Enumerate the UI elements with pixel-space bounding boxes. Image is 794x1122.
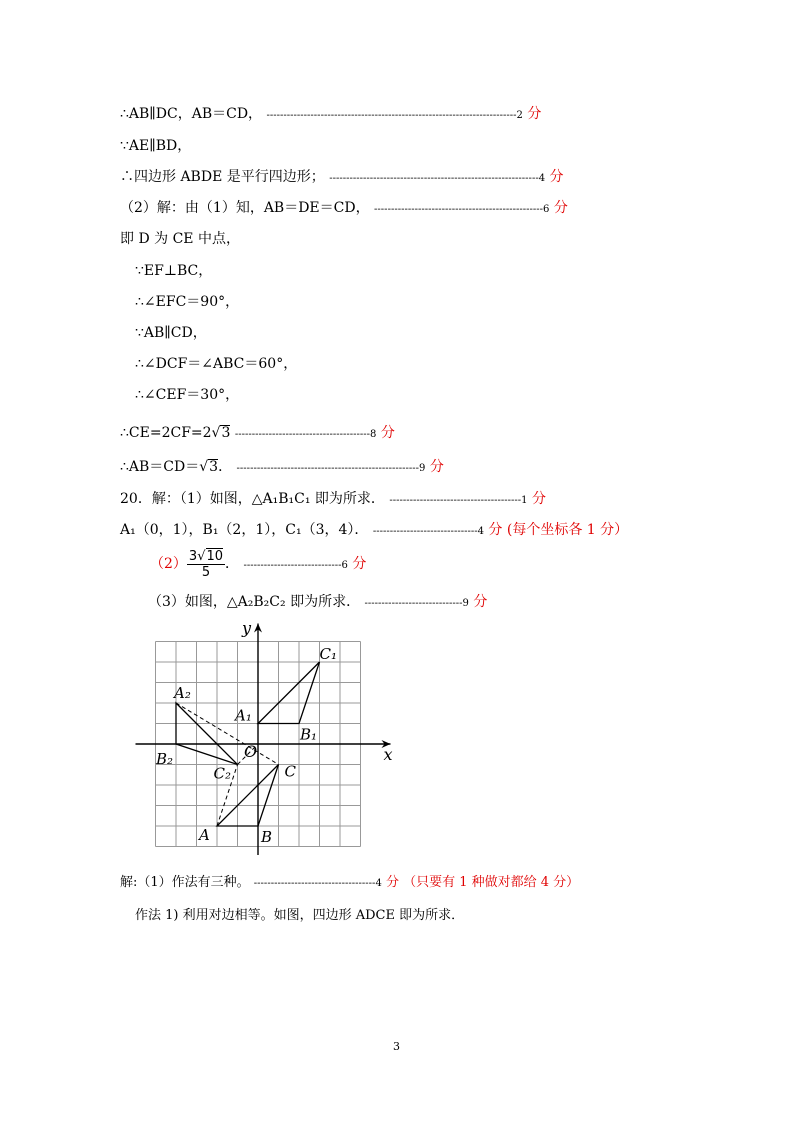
point-label-b1: B₁	[300, 725, 318, 744]
point-label-c2: C₂	[213, 764, 231, 783]
line-4-dashes: --------------------------------------------------6	[374, 204, 550, 215]
line-1-score: 分	[527, 106, 542, 122]
coordinate-graph	[130, 615, 410, 855]
axes	[136, 624, 391, 856]
fraction-denominator: 5	[201, 565, 211, 580]
line-17-dashes: ------------------------------------4	[253, 878, 382, 889]
x-axis-label: x	[383, 745, 393, 764]
line-13-score: 分	[531, 491, 546, 507]
sqrt-sign: √	[211, 425, 221, 441]
line-11-dashes: ----------------------------------------8	[234, 429, 377, 440]
numerator-coefficient: 3	[188, 549, 198, 564]
point-label-b: B	[261, 828, 273, 846]
line-1-text: ∴AB∥DC，AB＝CD，	[120, 106, 263, 122]
line-14	[120, 521, 628, 541]
line-13-dashes: ---------------------------------------1	[389, 495, 528, 506]
line-3	[120, 168, 564, 188]
line-10	[135, 386, 239, 404]
line-12-score: 分	[429, 459, 444, 475]
line-2	[120, 137, 191, 155]
line-13-text: 20．解：（1）如图，△A₁B₁C₁ 即为所求．	[120, 491, 385, 507]
line-8	[135, 324, 207, 342]
line-18-text: 作法 1) 利用对边相等。如图，四边形 ADCE 即为所求．	[135, 908, 465, 923]
line-16	[148, 593, 487, 613]
line-17-score: 分	[385, 875, 399, 890]
y-axis-label: y	[242, 618, 252, 638]
line-12-radicand: 3	[209, 459, 219, 475]
line-12	[120, 458, 444, 478]
line-7-text: ∴∠EFC＝90°，	[135, 294, 240, 310]
line-14-dashes: -------------------------------4	[372, 526, 484, 537]
line-9	[135, 355, 297, 373]
line-17-text: 解:（1）作法有三种。	[120, 875, 250, 890]
line-4-text: （2）解：由（1）知，AB＝DE＝CD，	[120, 200, 370, 216]
line-11-radicand: 3	[221, 425, 231, 441]
triangle-a1b1c1	[258, 662, 320, 724]
line-16-text: （3）如图，△A₂B₂C₂ 即为所求．	[148, 594, 361, 610]
point-label-a: A	[199, 826, 210, 844]
line-12-prefix: ∴AB＝CD＝	[120, 459, 200, 475]
line-15-score: 分	[352, 556, 367, 572]
line-6-text: ∵EF⊥BC，	[135, 263, 213, 279]
sqrt-sign: √	[199, 459, 209, 475]
fraction-numerator: 3√10	[188, 549, 224, 564]
line-17	[120, 874, 579, 893]
line-6	[135, 262, 212, 280]
line-11	[120, 424, 395, 444]
point-label-c1: C₁	[319, 645, 337, 663]
line-1-dashes: --------------------------------------------------------------------------2	[266, 110, 523, 121]
numerator-radicand: 10	[206, 549, 224, 564]
line-14-text: A₁（0，1），B₁（2，1），C₁（3，4）．	[120, 522, 369, 538]
line-12-dashes: ------------------------------------------------------9	[236, 463, 426, 474]
line-8-text: ∵AB∥CD，	[135, 325, 207, 341]
line-10-text: ∴∠CEF＝30°，	[135, 387, 240, 403]
line-16-dashes: -----------------------------9	[364, 598, 469, 609]
line-15-dashes: -----------------------------6	[243, 560, 348, 571]
point-label-b2: B₂	[156, 750, 174, 768]
point-label-a1: A₁	[235, 706, 252, 725]
line-14-score: 分	[488, 522, 503, 538]
line-14-note: (每个坐标各 1 分）	[506, 522, 629, 538]
fraction	[187, 548, 225, 580]
line-1	[120, 105, 541, 125]
dashed-line-a2-c	[176, 703, 279, 765]
line-11-score: 分	[380, 425, 395, 441]
line-5-text: 即 D 为 CE 中点，	[120, 231, 240, 247]
line-2-text: ∵AE∥BD，	[120, 138, 192, 154]
line-3-text: ∴四边形 ABDE 是平行四边形；	[120, 169, 325, 185]
line-3-dashes: --------------------------------------------------------------4	[329, 173, 546, 184]
line-15	[150, 548, 366, 581]
origin-label: O	[244, 742, 258, 761]
line-7	[135, 293, 239, 311]
line-16-score: 分	[473, 594, 488, 610]
point-label-a2: A₂	[174, 684, 191, 702]
point-label-c: C	[284, 762, 296, 781]
line-13	[120, 490, 546, 510]
line-9-text: ∴∠DCF＝∠ABC＝60°，	[135, 356, 298, 372]
line-5	[120, 230, 240, 248]
line-12-suffix: ．	[218, 459, 233, 475]
line-4	[120, 199, 568, 219]
line-4-score: 分	[553, 200, 568, 216]
triangle-a2b2c2	[176, 703, 238, 765]
line-18	[135, 907, 464, 925]
line-15-label: （2）	[150, 556, 187, 572]
line-11-prefix: ∴CE=2CF=2	[120, 425, 212, 441]
line-17-note: （只要有 1 种做对都给 4 分）	[403, 875, 580, 890]
line-15-suffix: ．	[225, 556, 240, 572]
page-number: 3	[393, 1040, 400, 1053]
line-3-score: 分	[549, 169, 564, 185]
labels	[155, 619, 393, 847]
